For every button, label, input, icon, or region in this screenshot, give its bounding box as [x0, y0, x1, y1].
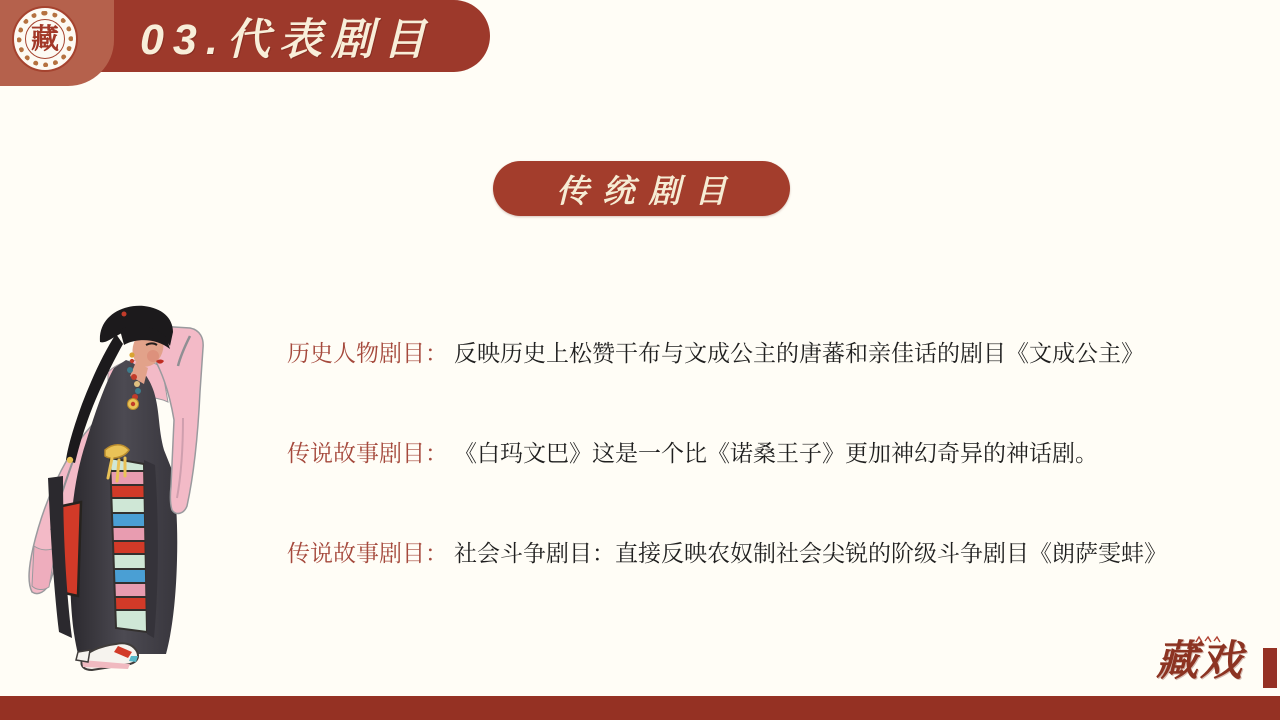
seal-character: 藏 — [30, 23, 59, 54]
seal-inner-circle — [25, 19, 65, 59]
row-text: 社会斗争剧目：直接反映农奴制社会尖锐的阶级斗争剧目《朗萨雯蚌》 — [454, 539, 1167, 566]
content-row-legend-2 — [287, 536, 1167, 566]
row-label: 传说故事剧目： — [287, 439, 448, 466]
section-title-pill: 传统剧目 — [493, 161, 790, 216]
row-text: 反映历史上松赞干布与文成公主的唐蕃和亲佳话的剧目《文成公主》 — [454, 339, 1144, 366]
content-row-historical — [287, 336, 1144, 366]
content-row-legend-1 — [287, 436, 1098, 466]
tibetan-woman-illustration — [20, 300, 240, 700]
page-title: 03.代表剧目 — [140, 15, 435, 64]
row-label: 传说故事剧目： — [287, 539, 448, 566]
tibetan-opera-logo — [1156, 636, 1256, 692]
row-text: 《白玛文巴》这是一个比《诺桑王子》更加神幻奇异的神话剧。 — [454, 439, 1098, 466]
row-label: 历史人物剧目： — [287, 339, 448, 366]
tibetan-woman-figure-icon — [20, 300, 240, 700]
seal-logo-icon — [12, 6, 78, 72]
logo-accent-square — [1263, 648, 1277, 688]
footer-bar — [0, 696, 1280, 720]
logo-text: 藏戏 — [1156, 637, 1245, 684]
